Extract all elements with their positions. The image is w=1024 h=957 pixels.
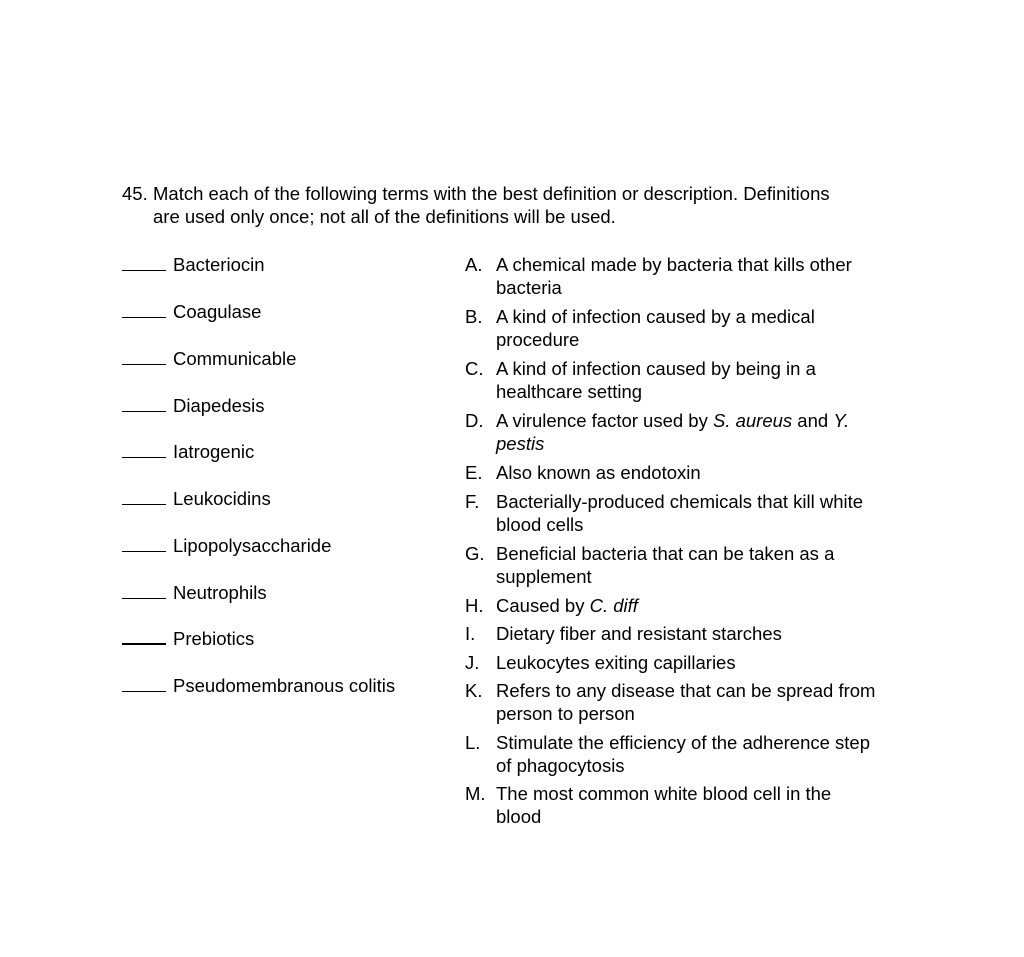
definition-letter: M. (465, 783, 486, 804)
definition-text (496, 409, 921, 455)
answer-blank[interactable] (122, 676, 166, 692)
definition-line: healthcare setting (496, 381, 643, 402)
question-text-line-1: Match each of the following terms with the best definition or description. Definitions (153, 183, 830, 204)
definition-text (496, 622, 921, 645)
definition-line (496, 409, 921, 432)
definition-fragment: and (792, 410, 834, 431)
definition-letter: C. (465, 358, 484, 379)
term-label: Leukocidins (173, 488, 271, 509)
definition-letter: G. (465, 543, 485, 564)
definition-text (496, 461, 921, 484)
definition-text (496, 542, 921, 588)
definition-line: Leukocytes exiting capillaries (496, 652, 736, 673)
definition-text (496, 490, 921, 536)
definition-fragment: Caused by (496, 595, 590, 616)
definition-text (496, 679, 921, 725)
species-name: Y. (833, 410, 850, 431)
answer-blank[interactable] (122, 255, 166, 271)
definition-letter: L. (465, 732, 481, 753)
definition-line: blood (496, 806, 542, 827)
answer-blank[interactable] (122, 396, 166, 412)
answer-blank[interactable] (122, 489, 166, 505)
term-label: Bacteriocin (173, 254, 265, 275)
term-label: Prebiotics (173, 628, 255, 649)
definition-line: supplement (496, 566, 592, 587)
definition-fragment: A virulence factor used by (496, 410, 713, 431)
answer-blank[interactable] (122, 442, 166, 458)
term-label: Iatrogenic (173, 441, 255, 462)
definition-letter: F. (465, 491, 480, 512)
definition-line: blood cells (496, 514, 584, 535)
definition-letter: D. (465, 410, 484, 431)
term-label: Communicable (173, 348, 297, 369)
term-item (122, 534, 331, 557)
term-item (122, 627, 254, 650)
species-name: pestis (496, 433, 545, 454)
answer-blank[interactable] (122, 302, 166, 318)
question-text-line-2: are used only once; not all of the definitions will be used. (153, 206, 616, 227)
definition-line: A kind of infection caused by being in a (496, 358, 816, 379)
definition-letter: K. (465, 680, 483, 701)
term-item (122, 394, 265, 417)
term-item (122, 253, 265, 276)
definition-text (496, 731, 921, 777)
definition-line: Beneficial bacteria that can be taken as a (496, 543, 835, 564)
definition-line: The most common white blood cell in the (496, 783, 832, 804)
definition-text (496, 782, 921, 828)
term-item (122, 300, 261, 323)
term-item (122, 581, 267, 604)
term-item (122, 487, 271, 510)
definition-line: Dietary fiber and resistant starches (496, 623, 782, 644)
term-item (122, 440, 254, 463)
definition-text (496, 253, 921, 299)
species-name: C. diff (589, 595, 638, 616)
answer-blank[interactable] (122, 349, 166, 365)
answer-blank[interactable] (122, 536, 166, 552)
definition-letter: A. (465, 254, 483, 275)
term-label: Lipopolysaccharide (173, 535, 332, 556)
term-item (122, 674, 395, 697)
definition-letter: I. (465, 623, 476, 644)
term-item (122, 347, 296, 370)
answer-blank[interactable] (122, 583, 166, 599)
definition-line: person to person (496, 703, 635, 724)
definition-text (496, 305, 921, 351)
definition-line: A kind of infection caused by a medical (496, 306, 815, 327)
term-label: Coagulase (173, 301, 262, 322)
definition-line: Also known as endotoxin (496, 462, 701, 483)
definition-line: procedure (496, 329, 580, 350)
definition-line (496, 594, 921, 617)
term-label: Neutrophils (173, 582, 267, 603)
definition-line: bacteria (496, 277, 562, 298)
definition-letter: H. (465, 595, 484, 616)
definition-line: Bacterially-produced chemicals that kill white (496, 491, 864, 512)
answer-blank[interactable] (122, 628, 166, 645)
term-label: Diapedesis (173, 395, 265, 416)
definition-letter: B. (465, 306, 483, 327)
definition-text (496, 594, 921, 617)
definition-text (496, 357, 921, 403)
definition-line: Refers to any disease that can be spread from (496, 680, 876, 701)
definition-line: of phagocytosis (496, 755, 625, 776)
species-name: S. aureus (712, 410, 793, 431)
definition-line: A chemical made by bacteria that kills other (496, 254, 852, 275)
definition-line: Stimulate the efficiency of the adherence step (496, 732, 871, 753)
question-number: 45. (122, 183, 148, 204)
question-text (153, 182, 913, 228)
definition-letter: E. (465, 462, 483, 483)
definition-text (496, 651, 921, 674)
term-label: Pseudomembranous colitis (173, 675, 396, 696)
definition-letter: J. (465, 652, 480, 673)
